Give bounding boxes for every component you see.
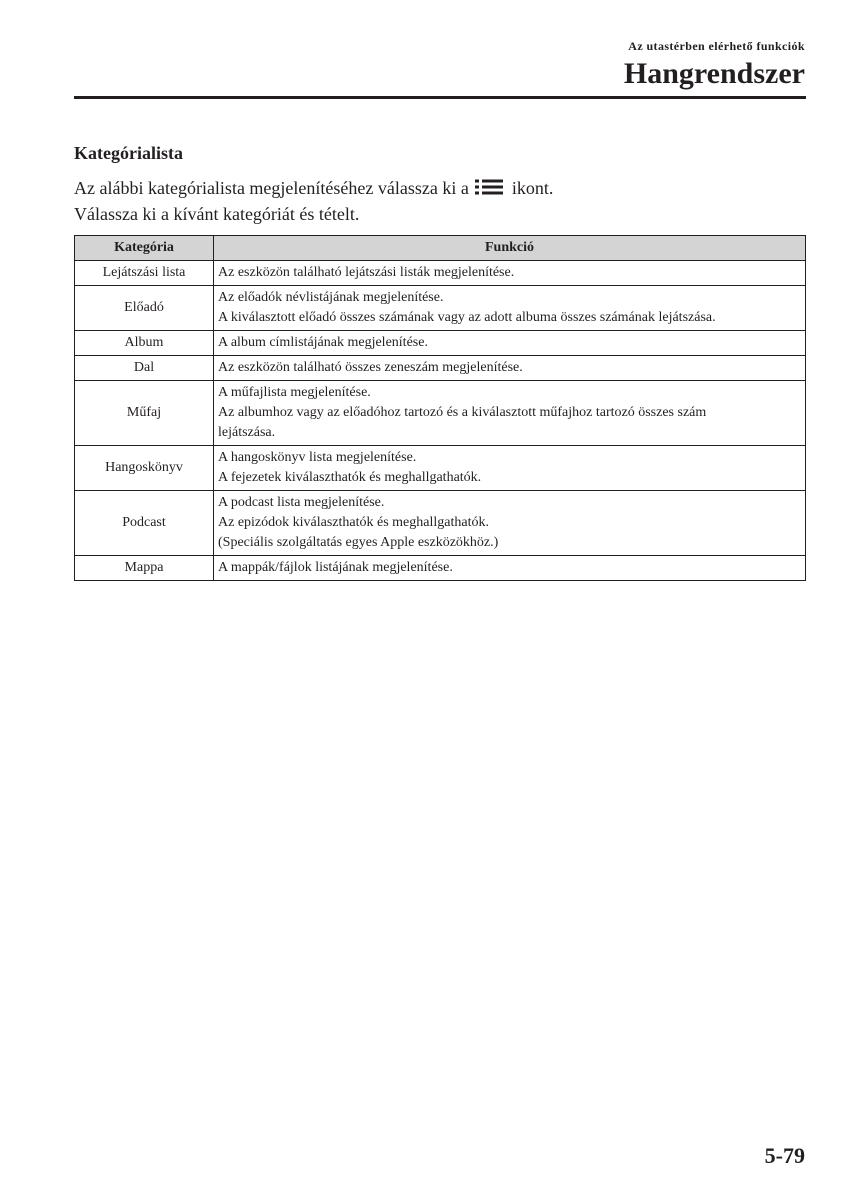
function-line: Az albumhoz vagy az előadóhoz tartozó és a kiválasztott műfajhoz tartozó összes szám: [218, 405, 707, 420]
category-cell: Műfaj: [75, 381, 214, 446]
function-line: A kiválasztott előadó összes számának vagy az adott albuma összes számának lejátszása.: [218, 310, 716, 325]
function-line: lejátszása.: [218, 425, 276, 440]
table-row: [75, 331, 806, 356]
function-line: Az eszközön található lejátszási listák megjelenítése.: [218, 265, 515, 280]
category-cell: Dal: [75, 356, 214, 381]
function-line: A mappák/fájlok listájának megjelenítése.: [218, 560, 453, 575]
category-cell: Előadó: [75, 286, 214, 331]
category-cell: Album: [75, 331, 214, 356]
intro-text-after-icon: ikont.: [511, 178, 554, 198]
function-line: A album címlistájának megjelenítése.: [218, 335, 428, 350]
function-line: (Speciális szolgáltatás egyes Apple eszközökhöz.): [218, 535, 499, 550]
category-cell: Mappa: [75, 556, 214, 581]
function-line: A fejezetek kiválaszthatók és meghallgathatók.: [218, 470, 482, 485]
page-number: 5-79: [764, 1143, 805, 1168]
column-header-function: Funkció: [214, 236, 806, 261]
section-heading: Kategórialista: [74, 143, 183, 163]
intro-line-2: Válassza ki a kívánt kategóriát és tételt.: [74, 204, 360, 224]
function-cell: [214, 331, 806, 356]
function-line: Az eszközön található összes zeneszám megjelenítése.: [218, 360, 523, 375]
list-icon: [475, 179, 505, 195]
function-cell: [214, 381, 806, 446]
column-header-category: Kategória: [75, 236, 214, 261]
table-row: [75, 286, 806, 331]
page-title: Hangrendszer: [623, 57, 805, 90]
table-header-row: [75, 236, 806, 261]
function-cell: [214, 286, 806, 331]
category-cell: Lejátszási lista: [75, 261, 214, 286]
function-line: A műfajlista megjelenítése.: [218, 385, 371, 400]
running-header: Az utastérben elérhető funkciók: [628, 39, 805, 53]
table-row: [75, 446, 806, 491]
category-table: [74, 235, 806, 581]
table-row: [75, 381, 806, 446]
function-cell: [214, 556, 806, 581]
function-cell: [214, 356, 806, 381]
intro-line-1: [74, 175, 774, 201]
table-row: [75, 356, 806, 381]
category-cell: Podcast: [75, 491, 214, 556]
function-cell: [214, 491, 806, 556]
function-cell: [214, 446, 806, 491]
function-line: Az epizódok kiválaszthatók és meghallgathatók.: [218, 515, 489, 530]
intro-text-before-icon: Az alábbi kategórialista megjelenítéséhez válassza ki a: [74, 178, 469, 198]
category-cell: Hangoskönyv: [75, 446, 214, 491]
function-cell: [214, 261, 806, 286]
table-row: [75, 261, 806, 286]
function-line: A hangoskönyv lista megjelenítése.: [218, 450, 417, 465]
table-row: [75, 556, 806, 581]
function-line: A podcast lista megjelenítése.: [218, 495, 385, 510]
header-rule: [74, 96, 806, 99]
intro-text: [74, 175, 774, 227]
table-row: [75, 491, 806, 556]
function-line: Az előadók névlistájának megjelenítése.: [218, 290, 444, 305]
